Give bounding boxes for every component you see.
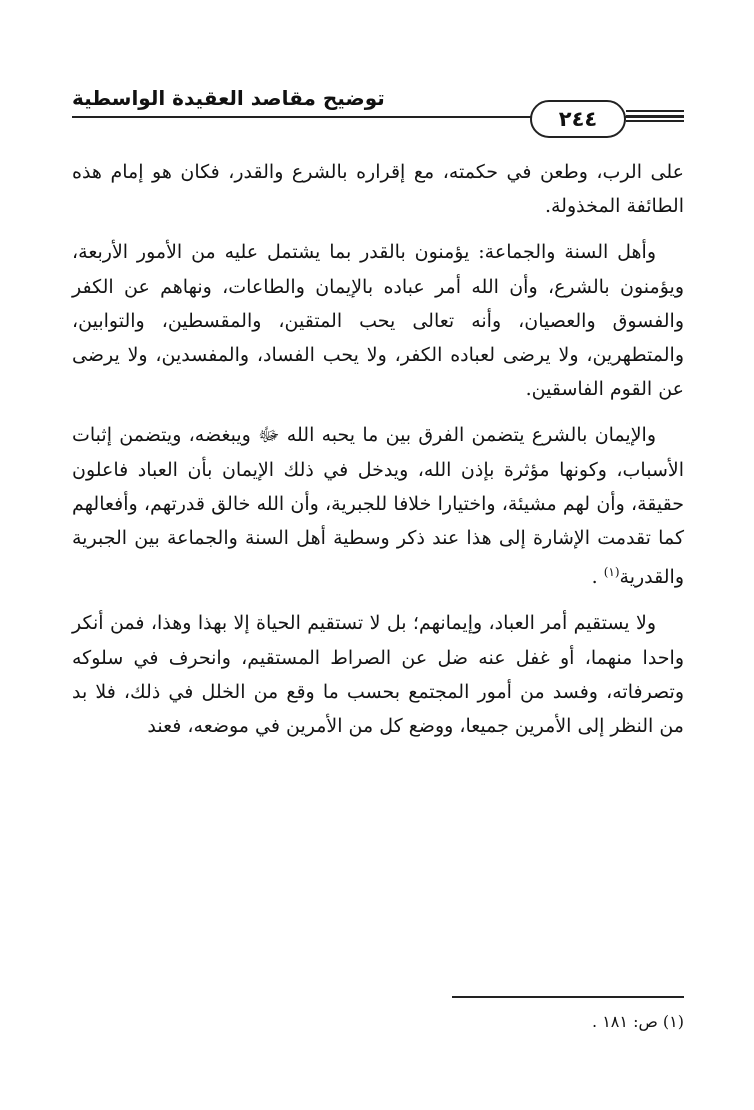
page-header (72, 74, 684, 144)
paragraph-2-text: وأهل السنة والجماعة: يؤمنون بالقدر بما يشتمل عليه من الأمور الأربعة، ويؤمنون بالشرع، وأن الله أمر عباده بالإيمان والطاعات، ونهاهم عن الكفر والفسوق والعصيان، وأنه تعالى يحب المتقين، والمقسطين، والتوابين، والمتطهرين، ولا يرضى لعباده الكفر، ولا يحب الفساد، والمفسدين، ولا يرضى عن القوم الفاسقين. (72, 241, 684, 401)
paragraph-4-text: ولا يستقيم أمر العباد، وإيمانهم؛ بل لا تستقيم الحياة إلا بهذا وهذا، فمن أنكر واحدا منهما، أو غفل عنه ضل عن الصراط المستقيم، وانحرف في سلوكه وتصرفاته، وفسد من أمور المجتمع بحسب ما وقع من الخلل في ذلك، فلا بد من النظر إلى الأمرين جميعا، ووضع كل من الأمرين في موضعه، فعند (72, 612, 684, 738)
footnote-separator (452, 996, 684, 998)
page-number: ٢٤٤ (530, 100, 626, 138)
footnote-marker: (١) (662, 1012, 684, 1031)
paragraph-3-tail: . (591, 566, 598, 589)
footnote-reference[interactable]: (١) (603, 565, 620, 580)
paragraph-3 (72, 418, 684, 594)
header-ornament (626, 110, 684, 124)
body-text (72, 155, 684, 755)
paragraph-4 (72, 606, 684, 743)
running-title: توضيح مقاصد العقيدة الواسطية (72, 86, 385, 110)
footnote-1 (592, 1012, 684, 1031)
footnote-text: ص: ١٨١ . (592, 1012, 658, 1031)
paragraph-2 (72, 235, 684, 406)
paragraph-1-text: على الرب، وطعن في حكمته، مع إقراره بالشرع والقدر، فكان هو إمام هذه الطائفة المخذولة. (72, 161, 684, 218)
paragraph-1 (72, 155, 684, 223)
paragraph-3-text: والإيمان بالشرع يتضمن الفرق بين ما يحبه الله ﷻ ويبغضه، ويتضمن إثبات الأسباب، وكونها مؤثرة بإذن الله، ويدخل في ذلك الإيمان بأن العباد فاعلون حقيقة، وأن لهم مشيئة، واختيارا خلافا للجبرية، وأن الله خالق قدرتهم، وأفعالهم كما تقدمت الإشارة إلى هذا عند ذكر وسطية أهل السنة والجماعة بين الجبرية والقدرية (72, 424, 684, 589)
